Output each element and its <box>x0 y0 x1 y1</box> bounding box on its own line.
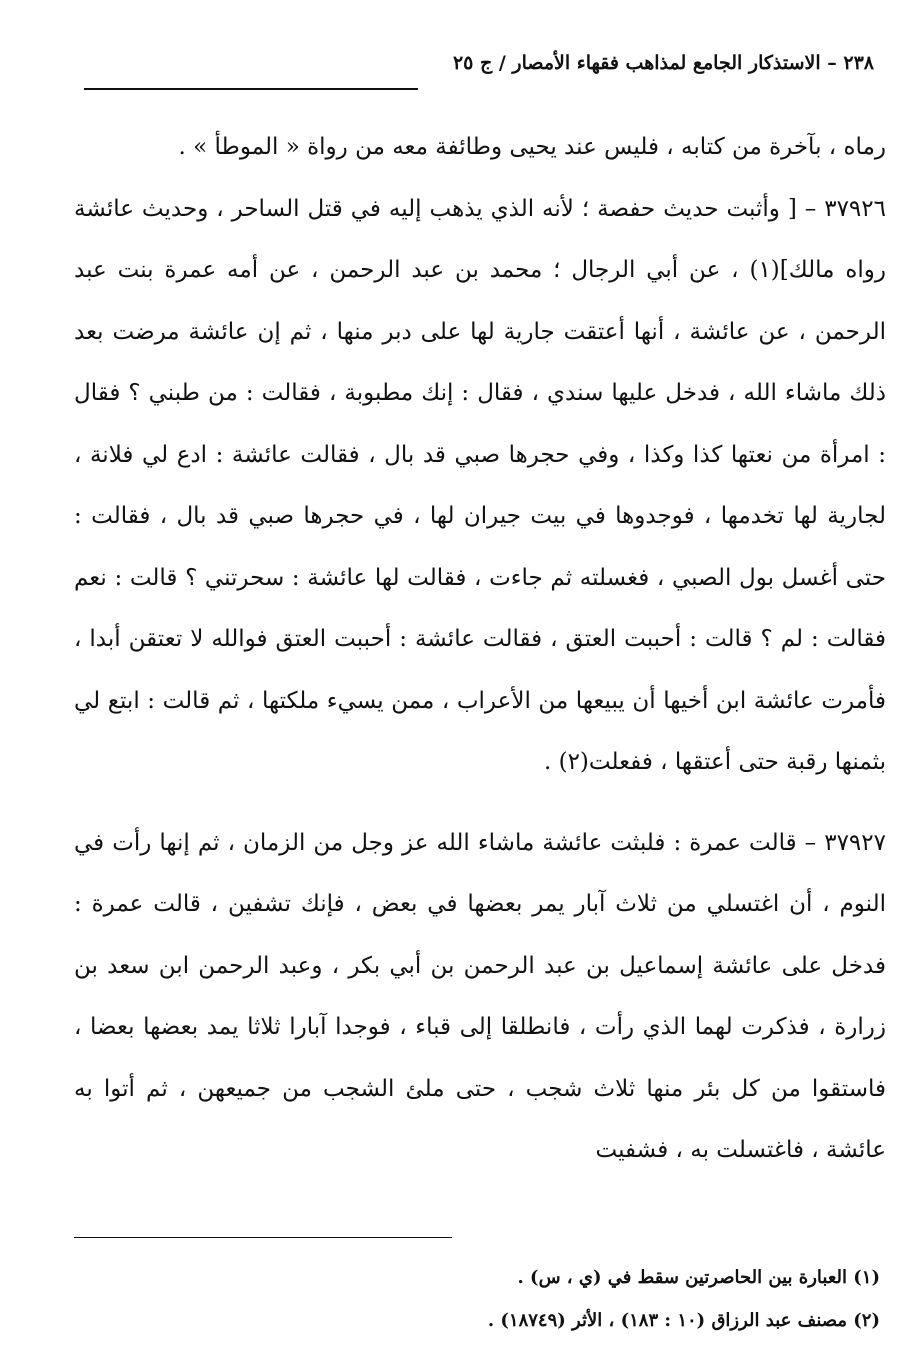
footnote-1: (١) العبارة بين الحاصرتين سقط في (ي ، س) . <box>517 1267 880 1288</box>
paragraph-spacer <box>74 794 886 813</box>
paragraph-37926: ٣٧٩٢٦ – [ وأثبت حديث حفصة ؛ لأنه الذي يذهب إليه في قتل الساحر ، وحديث عائشة رواه مالك](١) ، عن أبي الرجال ؛ محمد بن عبد الرحمن ، عن أمه عمرة بنت عبد الرحمن ، عن عائشة ، أنها أعتقت جارية لها على دبر منها ، ثم إن عائشة مرضت بعد ذلك ماشاء الله ، فدخل عليها سندي ، فقال : إنك مطبوبة ، فقالت : من طبني ؟ فقال : امرأة من نعتها كذا وكذا ، وفي حجرها صبي قد بال ، فقالت عائشة : ادع لي فلانة ، لجارية لها تخدمها ، فوجدوها في بيت جيران لها ، في حجرها صبي قد بال ، فقالت : حتى أغسل بول الصبي ، فغسلته ثم جاءت ، فقالت لها عائشة : سحرتني ؟ قالت : نعم فقالت : لم ؟ قالت : أحببت العتق ، فقالت عائشة : أحببت العتق فوالله لا تعتقن أبدا ، فأمرت عائشة ابن أخيها أن يبيعها من الأعراب ، ممن يسيء ملكتها ، ثم قالت : ابتع لي بثمنها رقبة حتى أعتقها ، ففعلت(٢) . <box>74 195 886 775</box>
body-text <box>74 117 886 1182</box>
footnotes <box>74 1256 880 1342</box>
running-head: ٢٣٨ – الاستذكار الجامع لمذاهب فقهاء الأمصار / ج ٢٥ <box>452 52 874 74</box>
footnote-2: (٢) مصنف عبد الرزاق (١٠ : ١٨٣) ، الأثر (١٨٧٤٩) . <box>487 1310 880 1331</box>
paragraph-continuation: رماه ، بآخرة من كتابه ، فليس عند يحيى وطائفة معه من رواة « الموطأ » . <box>178 134 886 160</box>
footnote-rule <box>74 1237 452 1238</box>
paragraph-37927: ٣٧٩٢٧ – قالت عمرة : فلبثت عائشة ماشاء الله عز وجل من الزمان ، ثم إنها رأت في النوم ، أن اغتسلي من ثلاث آبار يمر بعضها في بعض ، فإنك تشفين ، قالت عمرة : فدخل على عائشة إسماعيل بن عبد الرحمن بن أبي بكر ، وعبد الرحمن ابن سعد بن زرارة ، فذكرت لهما الذي رأت ، فانطلقا إلى قباء ، فوجدا آبارا ثلاثا يمد بعضها بعضا ، فاستقوا من كل بئر منها ثلاث شجب ، حتى ملئ الشجب من جميعهن ، ثم أتوا به عائشة ، فاغتسلت به ، فشفيت <box>74 829 886 1163</box>
header-rule <box>84 88 418 90</box>
